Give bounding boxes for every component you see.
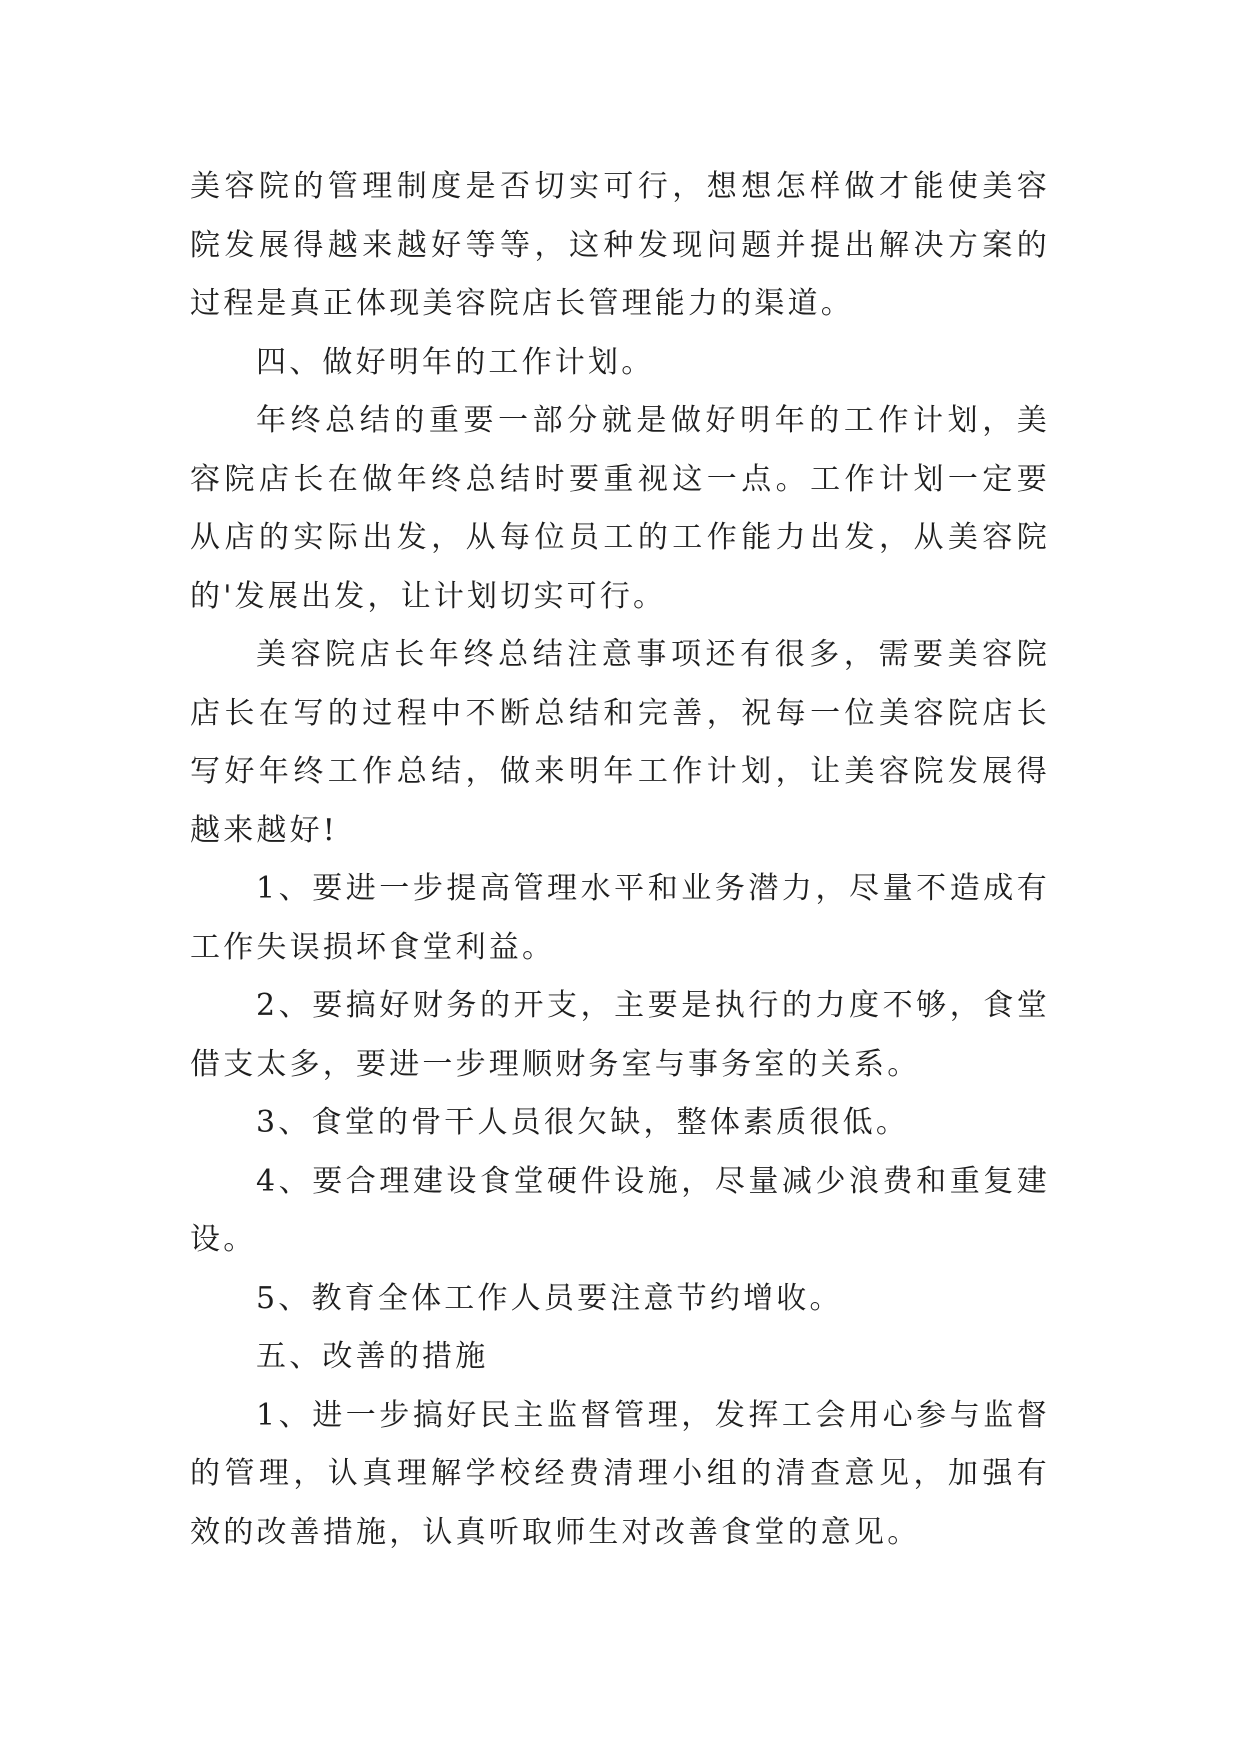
paragraph-4: 美容院店长年终总结注意事项还有很多，需要美容院店长在写的过程中不断总结和完善，祝每一位美容院店长写好年终工作总结，做来明年工作计划，让美容院发展得越来越好! xyxy=(190,637,1050,848)
list-item-4: 4、要合理建设食堂硬件设施，尽量减少浪费和重复建设。 xyxy=(190,1163,1050,1257)
section-heading-4: 四、做好明年的工作计划。 xyxy=(256,344,655,380)
section-heading-5: 五、改善的措施 xyxy=(256,1339,489,1374)
list-item-1: 1、要进一步提高管理水平和业务潜力，尽量不造成有工作失误损坏食堂利益。 xyxy=(190,871,1050,965)
list-item-2: 2、要搞好财务的开支，主要是执行的力度不够，食堂借支太多，要进一步理顺财务室与事务室的关系。 xyxy=(190,988,1050,1082)
paragraph-1: 美容院的管理制度是否切实可行，想想怎样做才能使美容院发展得越来越好等等，这种发现问题并提出解决方案的过程是真正体现美容院店长管理能力的渠道。 xyxy=(190,169,1050,321)
document-body xyxy=(190,158,1050,1562)
list-item-3: 3、食堂的骨干人员很欠缺，整体素质很低。 xyxy=(256,1105,910,1140)
paragraph-3: 年终总结的重要一部分就是做好明年的工作计划，美容院店长在做年终总结时要重视这一点。工作计划一定要从店的实际出发，从每位员工的工作能力出发，从美容院的'发展出发，让计划切实可行。 xyxy=(190,403,1050,614)
measure-item-1: 1、进一步搞好民主监督管理，发挥工会用心参与监督的管理，认真理解学校经费清理小组的清查意见，加强有效的改善措施，认真听取师生对改善食堂的意见。 xyxy=(190,1397,1050,1550)
list-item-5: 5、教育全体工作人员要注意节约增收。 xyxy=(256,1280,843,1316)
